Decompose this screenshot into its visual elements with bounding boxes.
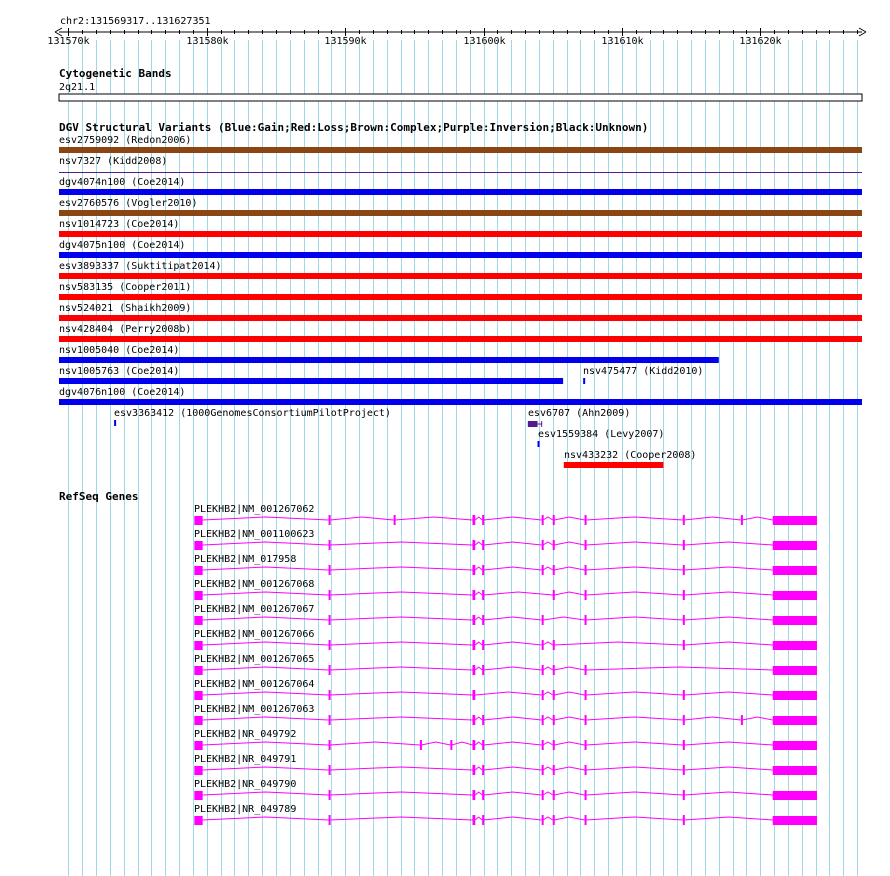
gene-exon[interactable] xyxy=(773,591,817,600)
gene-exon[interactable] xyxy=(773,741,817,750)
gene-exon[interactable] xyxy=(482,665,484,675)
gene-exon[interactable] xyxy=(585,590,587,600)
gene-label: PLEKHB2|NM_001267068 xyxy=(194,579,315,590)
dgv-feature[interactable] xyxy=(59,303,862,321)
gene-exon[interactable] xyxy=(482,740,484,750)
gene-exon[interactable] xyxy=(194,641,202,650)
gene-exon[interactable] xyxy=(553,740,555,750)
gene-exon[interactable] xyxy=(472,515,475,525)
gene-transcript[interactable] xyxy=(194,529,817,550)
gene-exon[interactable] xyxy=(482,565,484,575)
gene-intron xyxy=(586,792,683,795)
gene-intron xyxy=(484,817,542,820)
gene-transcript[interactable] xyxy=(194,804,817,825)
gene-label: PLEKHB2|NM_001267067 xyxy=(194,604,315,615)
dgv-feature-bar[interactable] xyxy=(59,294,862,300)
gene-exon[interactable] xyxy=(542,690,544,700)
gene-exon[interactable] xyxy=(472,615,475,625)
gene-exon[interactable] xyxy=(741,715,743,725)
ruler-tick-label: 131580k xyxy=(186,36,229,47)
gene-exon[interactable] xyxy=(741,515,743,525)
gene-label: PLEKHB2|NR_049789 xyxy=(194,804,297,815)
gene-intron xyxy=(330,742,420,745)
gene-exon[interactable] xyxy=(585,565,587,575)
dgv-feature-bar[interactable] xyxy=(59,378,563,384)
gene-intron xyxy=(684,817,773,820)
gene-transcript[interactable] xyxy=(194,629,817,650)
gene-intron xyxy=(554,717,584,720)
gene-exon[interactable] xyxy=(472,565,475,575)
gene-exon[interactable] xyxy=(585,715,587,725)
ruler-ticks xyxy=(47,28,857,47)
gene-intron xyxy=(684,517,741,520)
dgv-feature-bar[interactable] xyxy=(59,336,862,342)
gene-exon[interactable] xyxy=(472,815,475,825)
gene-exon[interactable] xyxy=(420,740,422,750)
gene-intron xyxy=(475,542,482,545)
gene-exon[interactable] xyxy=(542,740,544,750)
gene-exon[interactable] xyxy=(329,790,331,800)
gene-transcript[interactable] xyxy=(194,679,817,700)
gene-intron xyxy=(484,667,542,670)
gene-intron xyxy=(543,667,553,670)
dgv-feature[interactable] xyxy=(59,366,563,384)
gene-exon[interactable] xyxy=(194,541,202,550)
gene-exon[interactable] xyxy=(773,716,817,725)
gene-transcript[interactable] xyxy=(194,554,817,575)
gene-exon[interactable] xyxy=(683,690,685,700)
gene-exon[interactable] xyxy=(482,790,484,800)
dgv-feature-label: nsv524021 (Shaikh2009) xyxy=(59,303,192,314)
gene-exon[interactable] xyxy=(683,790,685,800)
gene-exon[interactable] xyxy=(553,515,555,525)
gene-transcript[interactable] xyxy=(194,729,817,750)
dgv-feature-label: esv2760576 (Vogler2010) xyxy=(59,198,198,209)
gene-exon[interactable] xyxy=(773,666,817,675)
location-label: chr2:131569317..131627351 xyxy=(60,16,211,27)
gene-exon[interactable] xyxy=(683,765,685,775)
gene-intron xyxy=(684,792,773,795)
gene-intron xyxy=(452,742,473,745)
gene-exon[interactable] xyxy=(553,540,555,550)
gene-exon[interactable] xyxy=(194,616,202,625)
gene-label: PLEKHB2|NM_001267062 xyxy=(194,504,315,515)
gene-exon[interactable] xyxy=(472,690,475,700)
gene-intron xyxy=(684,767,773,770)
gene-exon[interactable] xyxy=(542,565,544,575)
dgv-feature-label: esv2759092 (Redon2006) xyxy=(59,135,192,146)
ruler-tick-label: 131620k xyxy=(739,36,782,47)
dgv-feature-bar[interactable] xyxy=(59,315,862,321)
dgv-feature-label: esv3893337 (Suktitipat2014) xyxy=(59,261,222,272)
gene-intron xyxy=(684,617,773,620)
gene-features[interactable] xyxy=(194,504,817,825)
gene-intron xyxy=(586,667,773,670)
gene-intron xyxy=(543,567,553,570)
dgv-feature-label: nsv1014723 (Coe2014) xyxy=(59,219,180,230)
gene-intron xyxy=(475,592,482,595)
dgv-feature-bar[interactable] xyxy=(59,231,862,237)
dgv-feature-bar[interactable] xyxy=(59,357,719,363)
gene-exon[interactable] xyxy=(553,640,555,650)
gene-intron xyxy=(586,567,683,570)
gene-exon[interactable] xyxy=(585,740,587,750)
dgv-feature-label: nsv428404 (Perry2008b) xyxy=(59,324,192,335)
gene-exon[interactable] xyxy=(194,716,202,725)
gene-exon[interactable] xyxy=(482,515,484,525)
gene-intron xyxy=(554,592,584,595)
gene-exon[interactable] xyxy=(329,715,331,725)
gene-exon[interactable] xyxy=(482,540,484,550)
dgv-feature[interactable] xyxy=(583,366,703,384)
gene-exon[interactable] xyxy=(329,765,331,775)
dgv-feature-bar[interactable] xyxy=(59,189,862,195)
gene-intron xyxy=(484,792,542,795)
gene-exon[interactable] xyxy=(553,565,555,575)
gene-intron xyxy=(475,567,482,570)
gene-exon[interactable] xyxy=(585,515,587,525)
gene-transcript[interactable] xyxy=(194,779,817,800)
gene-exon[interactable] xyxy=(553,790,555,800)
ruler-tick-label: 131610k xyxy=(601,36,644,47)
refseq-track[interactable] xyxy=(59,490,817,825)
gene-exon[interactable] xyxy=(194,816,202,825)
gene-exon[interactable] xyxy=(472,665,475,675)
gene-transcript[interactable] xyxy=(194,579,817,600)
dgv-feature-label: dgv4074n100 (Coe2014) xyxy=(59,177,186,188)
dgv-feature-label: nsv7327 (Kidd2008) xyxy=(59,156,168,167)
gene-exon[interactable] xyxy=(683,565,685,575)
gene-label: PLEKHB2|NM_017958 xyxy=(194,554,297,565)
gene-exon[interactable] xyxy=(194,741,202,750)
gene-transcript[interactable] xyxy=(194,504,817,525)
gene-intron xyxy=(330,517,394,520)
gene-intron xyxy=(554,742,584,745)
gene-intron xyxy=(475,642,482,645)
dgv-feature-label: esv1559384 (Levy2007) xyxy=(538,429,665,440)
dgv-feature[interactable] xyxy=(59,345,719,363)
gene-exon[interactable] xyxy=(472,740,475,750)
gene-intron xyxy=(475,742,482,745)
gene-label: PLEKHB2|NR_049792 xyxy=(194,729,297,740)
gene-intron xyxy=(586,692,683,695)
gene-exon[interactable] xyxy=(472,765,475,775)
gene-intron xyxy=(586,817,683,820)
gene-exon[interactable] xyxy=(773,516,817,525)
gene-exon[interactable] xyxy=(553,815,555,825)
gene-label: PLEKHB2|NM_001100623 xyxy=(194,529,315,540)
gene-exon[interactable] xyxy=(585,690,587,700)
dgv-feature-bar[interactable] xyxy=(59,172,862,173)
dgv-feature-label: dgv4076n100 (Coe2014) xyxy=(59,387,186,398)
dgv-feature[interactable] xyxy=(59,198,862,216)
gene-exon[interactable] xyxy=(542,515,544,525)
gene-exon[interactable] xyxy=(542,615,544,625)
gene-intron xyxy=(543,692,553,695)
gene-exon[interactable] xyxy=(773,541,817,550)
gene-intron xyxy=(684,692,773,695)
gene-intron xyxy=(484,617,542,620)
gene-exon[interactable] xyxy=(773,816,817,825)
gene-exon[interactable] xyxy=(329,690,331,700)
gene-exon[interactable] xyxy=(472,540,475,550)
gene-intron xyxy=(484,517,542,520)
cytoband-track-title: Cytogenetic Bands xyxy=(59,67,172,80)
gene-intron xyxy=(484,567,542,570)
dgv-feature-label: nsv583135 (Cooper2011) xyxy=(59,282,192,293)
gene-exon[interactable] xyxy=(482,615,484,625)
gene-exon[interactable] xyxy=(194,666,202,675)
gene-intron xyxy=(475,667,482,670)
gene-intron xyxy=(543,517,553,520)
gene-label: PLEKHB2|NM_001267063 xyxy=(194,704,315,715)
gene-intron xyxy=(543,642,553,645)
gene-exon[interactable] xyxy=(585,815,587,825)
gene-exon[interactable] xyxy=(329,640,331,650)
dgv-feature[interactable] xyxy=(59,240,862,258)
gene-intron xyxy=(475,792,482,795)
dgv-feature-label: nsv1005040 (Coe2014) xyxy=(59,345,180,356)
gene-intron xyxy=(484,767,542,770)
gene-intron xyxy=(543,717,553,720)
gene-exon[interactable] xyxy=(585,615,587,625)
gene-exon[interactable] xyxy=(482,765,484,775)
gene-exon[interactable] xyxy=(683,640,685,650)
ruler-tick-label: 131590k xyxy=(324,36,367,47)
gene-intron xyxy=(484,642,542,645)
dgv-feature[interactable] xyxy=(528,408,631,427)
gene-intron xyxy=(475,717,482,720)
gene-exon[interactable] xyxy=(553,690,555,700)
gene-exon[interactable] xyxy=(329,540,331,550)
gene-exon[interactable] xyxy=(542,540,544,550)
gene-exon[interactable] xyxy=(329,815,331,825)
gene-exon[interactable] xyxy=(394,515,396,525)
dgv-feature-label: nsv433232 (Cooper2008) xyxy=(564,450,697,461)
gene-exon[interactable] xyxy=(482,640,484,650)
gene-intron xyxy=(484,742,542,745)
gene-exon[interactable] xyxy=(585,540,587,550)
gene-intron xyxy=(586,592,683,595)
gene-intron xyxy=(586,767,683,770)
dgv-feature[interactable] xyxy=(538,429,665,447)
gene-label: PLEKHB2|NR_049791 xyxy=(194,754,297,765)
gene-exon[interactable] xyxy=(194,566,202,575)
gene-exon[interactable] xyxy=(542,790,544,800)
ruler-tick-label: 131600k xyxy=(463,36,506,47)
gene-exon[interactable] xyxy=(472,590,475,600)
gene-intron xyxy=(554,567,584,570)
gene-transcript[interactable] xyxy=(194,654,817,675)
gene-exon[interactable] xyxy=(542,765,544,775)
cytoband-label: 2q21.1 xyxy=(59,82,96,93)
gene-label: PLEKHB2|NM_001267066 xyxy=(194,629,315,640)
gene-exon[interactable] xyxy=(450,740,452,750)
gene-exon[interactable] xyxy=(329,740,331,750)
gene-intron xyxy=(475,517,482,520)
gene-exon[interactable] xyxy=(553,590,555,600)
gene-exon[interactable] xyxy=(683,615,685,625)
gene-exon[interactable] xyxy=(482,590,484,600)
dgv-feature-bar[interactable] xyxy=(59,273,862,279)
gene-exon[interactable] xyxy=(472,715,475,725)
gene-exon[interactable] xyxy=(585,765,587,775)
gene-exon[interactable] xyxy=(585,790,587,800)
gene-exon[interactable] xyxy=(329,515,331,525)
gene-intron xyxy=(554,692,584,695)
dgv-feature[interactable] xyxy=(59,261,862,279)
gene-intron xyxy=(543,767,553,770)
gene-intron xyxy=(684,717,741,720)
dgv-feature-bar[interactable] xyxy=(528,421,538,427)
gene-transcript[interactable] xyxy=(194,604,817,625)
cytoband-bar[interactable] xyxy=(59,94,862,101)
dgv-feature[interactable] xyxy=(59,135,862,153)
gene-exon[interactable] xyxy=(194,516,202,525)
dgv-feature-label: nsv475477 (Kidd2010) xyxy=(583,366,704,377)
gene-intron xyxy=(543,817,553,820)
gene-exon[interactable] xyxy=(194,791,202,800)
gene-intron xyxy=(543,542,553,545)
dgv-feature-bar[interactable] xyxy=(564,462,664,468)
gene-intron xyxy=(543,617,585,620)
gene-intron xyxy=(554,542,584,545)
gene-intron xyxy=(484,542,542,545)
gene-exon[interactable] xyxy=(329,590,331,600)
gene-label: PLEKHB2|NM_001267064 xyxy=(194,679,315,690)
gene-exon[interactable] xyxy=(194,766,202,775)
gene-intron xyxy=(554,667,584,670)
gene-exon[interactable] xyxy=(329,565,331,575)
gene-intron xyxy=(554,792,584,795)
gene-intron xyxy=(484,592,553,595)
gene-intron xyxy=(586,517,683,520)
gene-intron xyxy=(684,642,773,645)
dgv-feature-bar[interactable] xyxy=(59,399,862,405)
gene-intron xyxy=(395,517,472,520)
gene-exon[interactable] xyxy=(553,665,555,675)
gene-exon[interactable] xyxy=(683,515,685,525)
dgv-feature-label: dgv4075n100 (Coe2014) xyxy=(59,240,186,251)
gene-exon[interactable] xyxy=(482,815,484,825)
gene-label: PLEKHB2|NM_001267065 xyxy=(194,654,315,665)
gene-exon[interactable] xyxy=(553,765,555,775)
gene-exon[interactable] xyxy=(542,640,544,650)
gene-exon[interactable] xyxy=(773,641,817,650)
background-grid xyxy=(69,40,858,876)
gene-intron xyxy=(684,592,773,595)
dgv-feature[interactable] xyxy=(564,450,697,468)
gene-intron xyxy=(543,792,553,795)
gene-exon[interactable] xyxy=(542,815,544,825)
gene-intron xyxy=(543,742,553,745)
gene-exon[interactable] xyxy=(773,691,817,700)
dgv-feature-label: esv3363412 (1000GenomesConsortiumPilotProject) xyxy=(114,408,391,419)
gene-intron xyxy=(484,717,542,720)
dgv-feature[interactable] xyxy=(59,177,862,195)
gene-intron xyxy=(554,767,584,770)
gene-intron xyxy=(586,742,683,745)
gene-exon[interactable] xyxy=(683,740,685,750)
gene-transcript[interactable] xyxy=(194,704,817,725)
gene-exon[interactable] xyxy=(542,665,544,675)
dgv-feature[interactable] xyxy=(59,282,862,300)
dgv-feature[interactable] xyxy=(114,408,391,426)
gene-exon[interactable] xyxy=(683,590,685,600)
dgv-feature-label: nsv1005763 (Coe2014) xyxy=(59,366,180,377)
gene-exon[interactable] xyxy=(683,715,685,725)
gene-intron xyxy=(475,692,541,695)
gene-exon[interactable] xyxy=(329,615,331,625)
gene-exon[interactable] xyxy=(773,791,817,800)
gene-exon[interactable] xyxy=(773,766,817,775)
gene-intron xyxy=(554,517,584,520)
gene-exon[interactable] xyxy=(194,591,202,600)
gene-exon[interactable] xyxy=(194,691,202,700)
ruler-tick-label: 131570k xyxy=(47,36,90,47)
dgv-feature-bar[interactable] xyxy=(583,378,585,384)
gene-intron xyxy=(684,742,773,745)
dgv-track-title: DGV Structural Variants (Blue:Gain;Red:Loss;Brown:Complex;Purple:Inversion;Black:Unknown) xyxy=(59,121,649,134)
gene-intron xyxy=(586,542,683,545)
gene-exon[interactable] xyxy=(482,715,484,725)
gene-exon[interactable] xyxy=(472,640,475,650)
gene-intron xyxy=(475,817,482,820)
dgv-feature-bar[interactable] xyxy=(59,210,862,216)
gene-exon[interactable] xyxy=(773,616,817,625)
dgv-feature[interactable] xyxy=(59,324,862,342)
dgv-feature-bar[interactable] xyxy=(114,420,116,426)
gene-intron xyxy=(475,617,482,620)
dgv-feature-label: esv6707 (Ahn2009) xyxy=(528,408,631,419)
gene-exon[interactable] xyxy=(683,815,685,825)
gene-intron xyxy=(421,742,450,745)
gene-intron xyxy=(554,817,584,820)
dgv-feature-bar[interactable] xyxy=(59,252,862,258)
dgv-feature-bar[interactable] xyxy=(59,147,862,153)
gene-exon[interactable] xyxy=(329,665,331,675)
gene-intron xyxy=(684,567,773,570)
dgv-feature[interactable] xyxy=(59,387,862,405)
gene-exon[interactable] xyxy=(472,790,475,800)
gene-intron xyxy=(586,617,683,620)
gene-exon[interactable] xyxy=(585,665,587,675)
refseq-track-title: RefSeq Genes xyxy=(59,490,139,503)
gene-exon[interactable] xyxy=(542,715,544,725)
gene-intron xyxy=(684,542,773,545)
gene-transcript[interactable] xyxy=(194,754,817,775)
dgv-feature-bar[interactable] xyxy=(538,441,540,447)
gene-exon[interactable] xyxy=(553,715,555,725)
gene-intron xyxy=(586,717,683,720)
gene-label: PLEKHB2|NR_049790 xyxy=(194,779,297,790)
gene-exon[interactable] xyxy=(683,540,685,550)
gene-exon[interactable] xyxy=(773,566,817,575)
gene-intron xyxy=(475,767,482,770)
